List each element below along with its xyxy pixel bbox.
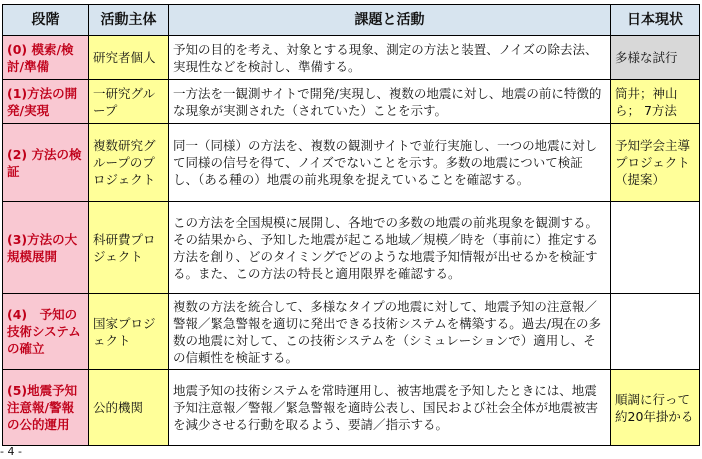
header-japan-status: 日本現状 [611,5,700,36]
task-cell: 複数の方法を統合して、多様なタイプの地震に対して、地震予知の注意報／警報／緊急警報を適切に発出できる技術システムを構築する。過去/現在の多数の地震に対して、この技術システムを（シミュレーションで）適用し、その信頼性を検証する。 [169,294,611,370]
table-row [3,36,700,80]
japan-status-cell: 予知学会主導プロジェクト（提案） [611,124,700,202]
table-row [3,294,700,370]
japan-status-cell: 多様な試行 [611,36,700,80]
table-row [3,80,700,124]
actor-cell: 研究者個人 [89,36,169,80]
actor-cell: 複数研究グループのプロジェクト [89,124,169,202]
header-actor: 活動主体 [89,5,169,36]
table-header-row [3,5,700,36]
table-row [3,202,700,294]
stage-cell: (4) 予知の技術システムの確立 [3,294,89,370]
table-row [3,124,700,202]
stage-cell: (5)地震予知注意報/警報の公的運用 [3,370,89,446]
header-task: 課題と活動 [169,5,611,36]
stage-cell: (3)方法の大規模展開 [3,202,89,294]
stage-cell: (2) 方法の検証 [3,124,89,202]
header-stage: 段階 [3,5,89,36]
japan-status-cell: 順調に行って約20年掛かる [611,370,700,446]
task-cell: 同一（同様）の方法を、複数の観測サイトで並行実施し、一つの地震に対して同様の信号を得て、ノイズでないことを示す。多数の地震について検証し、（ある種の）地震の前兆現象を捉えていることを確認する。 [169,124,611,202]
japan-status-cell [611,202,700,294]
task-cell: 予知の目的を考え、対象とする現象、測定の方法と装置、ノイズの除去法、実現性などを検討し、準備する。 [169,36,611,80]
task-cell: 地震予知の技術システムを常時運用し、被害地震を予知したときには、地震予知注意報／警報／緊急警報を適時公表し、国民および社会全体が地震被害を減少させる行動を取るよう、要請／指示する。 [169,370,611,446]
page-number: - 4 - [0,445,22,458]
actor-cell: 国家プロジェクト [89,294,169,370]
japan-status-cell: 筒井；神山ら； 7方法 [611,80,700,124]
actor-cell: 公的機関 [89,370,169,446]
roadmap-table [2,4,700,446]
actor-cell: 一研究グループ [89,80,169,124]
task-cell: 一方法を一観測サイトで開発/実現し、複数の地震に対し、地震の前に特徴的な現象が実測された（されていた）ことを示す。 [169,80,611,124]
stage-cell: (1)方法の開発/実現 [3,80,89,124]
stage-cell: (0) 模索/検討/準備 [3,36,89,80]
actor-cell: 科研費プロジェクト [89,202,169,294]
table-row [3,370,700,446]
japan-status-cell [611,294,700,370]
task-cell: この方法を全国規模に展開し、各地での多数の地震の前兆現象を観測する。その結果から、予知した地震が起こる地域／規模／時を（事前に）推定する方法を創り、どのタイミングでどのような地震予知情報が出せるかを検証する。また、この方法の特長と適用限界を確認する。 [169,202,611,294]
